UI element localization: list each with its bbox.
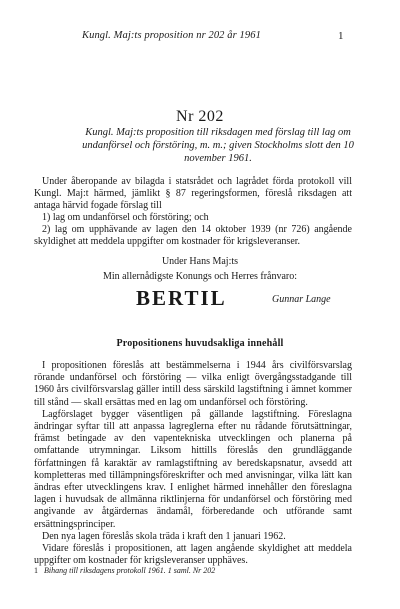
signature-line-1: Under Hans Maj:ts [161,256,239,267]
intro-paragraph: Under åberopande av bilagda i statsrådet och lagrådet förda protokoll vill Kungl. Maj:t härmed, jämlikt § 87 regeringsformen, föreslå riksdagen att antaga härvid fogade förslag till [34,176,352,211]
page-number: 1 [338,30,344,42]
intro-item-1: 1) lag om undanförsel och förstöring; och [42,212,209,223]
running-header: Kungl. Maj:ts proposition nr 202 år 1961 [82,30,261,41]
body-paragraph: Den nya lagen föreslås skola träda i kraft den 1 januari 1962. [42,530,286,542]
document-number: Nr 202 [176,108,224,125]
body-paragraph: Vidare föreslås i propositionen, att lagen angående skyldighet att meddela uppgifter om kostnader för krigsleveranser upphäves. [34,543,352,567]
section-body [34,360,352,567]
body-paragraph: Lagförslaget bygger väsentligen på gällande lagstiftning. Föreslagna ändringar syftar till att anpassa lagreglerna efter nu rådande förutsättningar, främst betingade av den vapentekniska utvecklingen och planerna på omfattande utrymningar. Liksom hittills föreslås den grundläggande författningen få karaktär av ramlagstiftning av beredskapsnatur, avsedd att kompletteras med tillämpningsföreskrifter och med anvisningar, vilka lätt kan ändras efter utvecklingens krav. I enlighet härmed innehåller den föreslagna lagen i huvudsak de allmänna riktlinjerna för undanförsel och förstöring med angivande av åtgärdernas ändamål, förberedande och utförande samt ersättningsprinciper. [34,408,352,530]
footnote-number: 1 [34,566,38,575]
section-heading: Propositionens huvudsakliga innehåll [116,338,284,349]
footnote-text: Bihang till riksdagens protokoll 1961. 1 saml. Nr 202 [44,566,216,575]
footnote [34,566,352,575]
signature-minister: Gunnar Lange [272,294,331,305]
intro-item-2: 2) lag om upphävande av lagen den 14 oktober 1939 (nr 726) angående skyldighet att meddela uppgifter om kostnader för krigsleveranser. [34,224,352,247]
signature-name: BERTIL [136,286,227,310]
body-paragraph: I propositionen föreslås att bestämmelserna i 1944 års civilförsvarslag rörande undanförsel och förstöring — vilka enligt övergångsstadgande till 1960 års civilförsvarslag gäller intill dess särskild lagstiftning i ämnet kommer till stånd — skall ersättas med en lag om undanförsel och förstöring. [34,360,352,408]
signature-line-2: Min allernådigste Konungs och Herres frånvaro: [102,271,298,282]
intro-section [34,176,352,248]
document-title: Kungl. Maj:ts proposition till riksdagen med förslag till lag om undanförsel och förstöring, m. m.; given Stockholms slott den 10 november 1961. [82,127,354,164]
